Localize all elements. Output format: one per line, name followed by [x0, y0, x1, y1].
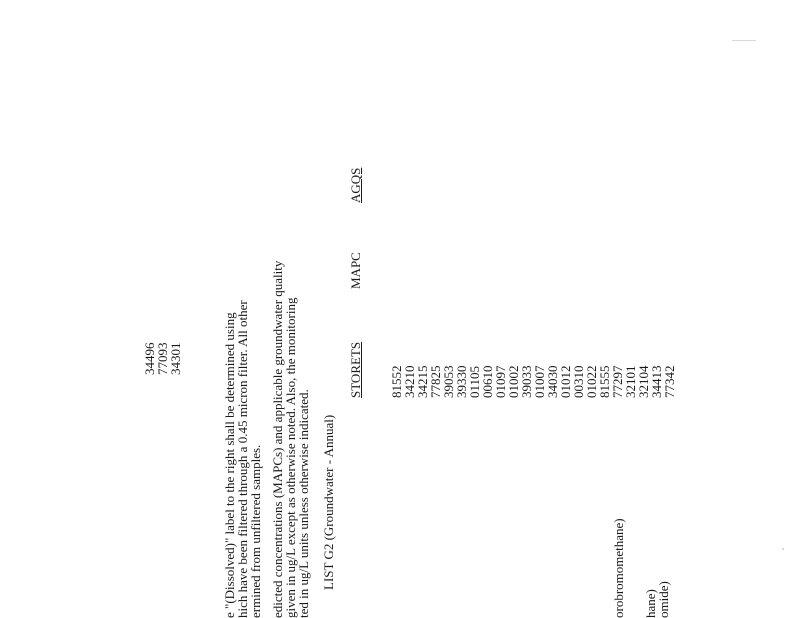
storet-code: 01007 — [532, 365, 547, 398]
storet-code: 32101 — [623, 365, 638, 398]
storet-code: 34210 — [402, 365, 417, 398]
storet-code: 01022 — [584, 365, 599, 398]
storet-code: 39033 — [519, 365, 534, 398]
storet-code: 77297 — [610, 365, 625, 398]
storet-code: 81552 — [389, 365, 404, 398]
storet-code: 77342 — [662, 365, 677, 398]
storet-code: 01097 — [493, 365, 508, 398]
storet-code: 34030 — [545, 365, 560, 398]
storet-code: 01012 — [558, 365, 573, 398]
paragraph-1-line: e "(Dissolved)" label to the right shall be determined using — [222, 312, 237, 618]
storet-code: 39330 — [454, 365, 469, 398]
storet-code: 77825 — [428, 365, 443, 398]
partial-compound-name: orobromomethane) — [611, 518, 626, 618]
storet-code: 34413 — [649, 365, 664, 398]
header-storets: STORETS — [348, 341, 363, 398]
partial-compound-name: omide) — [656, 581, 671, 618]
storet-code: 00610 — [480, 365, 495, 398]
header-agqs: AGQS — [348, 167, 363, 203]
storet-code: 32104 — [636, 365, 651, 398]
storet-code: 39053 — [441, 365, 456, 398]
partial-compound-name: hane) — [643, 589, 658, 618]
top-number: 77093 — [155, 342, 170, 375]
list-title: LIST G2 (Groundwater - Annual) — [321, 414, 336, 590]
top-number: 34301 — [168, 342, 183, 375]
top-number: 34496 — [142, 342, 157, 375]
storet-code: 01105 — [467, 365, 482, 398]
header-mapc: MAPC — [348, 252, 363, 289]
storet-code: 00310 — [571, 365, 586, 398]
storet-code: 81555 — [597, 365, 612, 398]
storet-code: 01002 — [506, 365, 521, 398]
scan-speck — [782, 548, 784, 550]
paragraph-2-line: ted in ug/L units unless otherwise indicated. — [296, 389, 311, 618]
scan-speck — [732, 40, 756, 41]
paragraph-2-line: given in ug/L except as otherwise noted. Also, the monitoring — [283, 297, 298, 618]
paragraph-1-line: hich have been filtered through a 0.45 micron filter. All other — [235, 300, 250, 618]
storet-code: 34215 — [415, 365, 430, 398]
paragraph-2-line: edicted concentrations (MAPCs) and applicable groundwater quality — [270, 260, 285, 618]
paragraph-1-line: ermined from unfiltered samples. — [248, 444, 263, 618]
